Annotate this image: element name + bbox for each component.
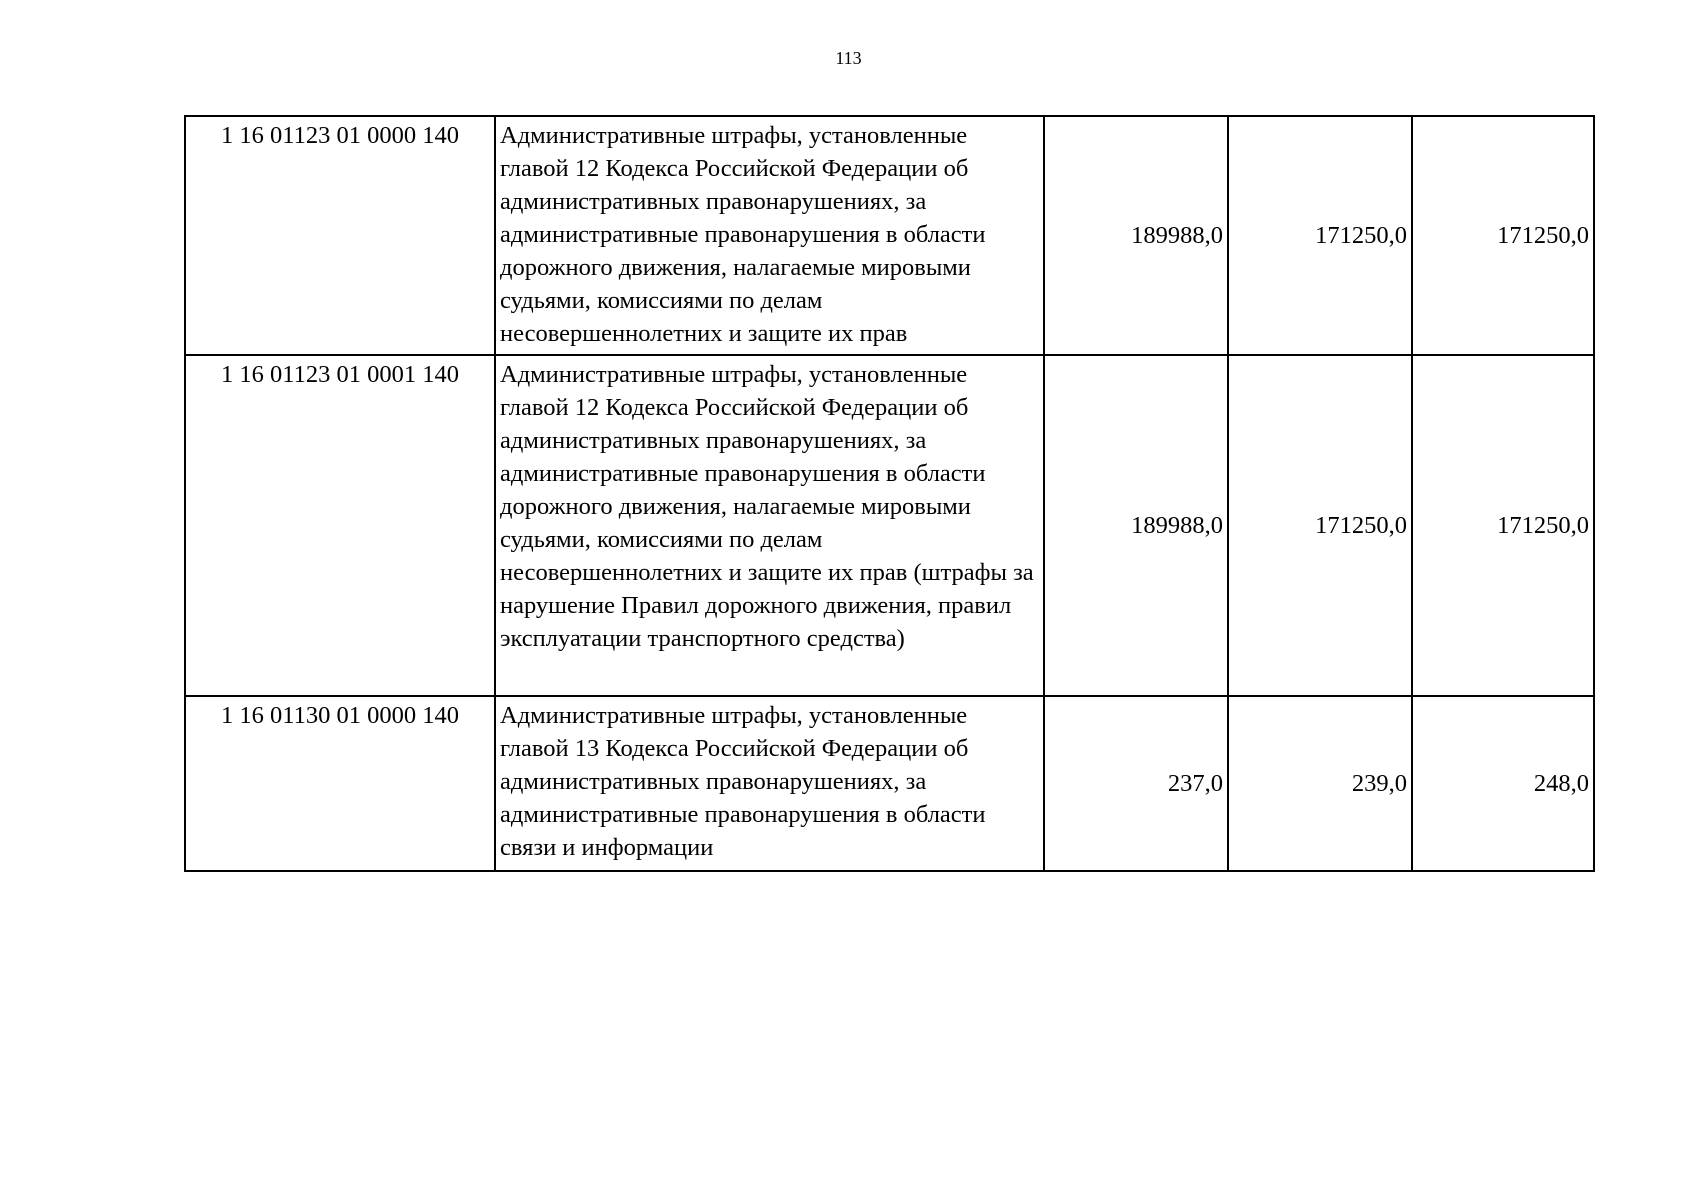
table-row bbox=[185, 696, 1594, 871]
table-row bbox=[185, 116, 1594, 355]
value-cell-2: 171250,0 bbox=[1228, 355, 1412, 696]
description-cell: Административные штрафы, установленные главой 12 Кодекса Российской Федерации об административных правонарушениях, за административные правонарушения в области дорожного движения, налагаемые мировыми судьями, комиссиями по делам несовершеннолетних и защите их прав (штрафы за нарушение Правил дорожного движения, правил эксплуатации транспортного средства) bbox=[495, 355, 1044, 696]
description-cell: Административные штрафы, установленные главой 13 Кодекса Российской Федерации об административных правонарушениях, за административные правонарушения в области связи и информации bbox=[495, 696, 1044, 871]
value-cell-1: 189988,0 bbox=[1044, 116, 1228, 355]
value-cell-1: 189988,0 bbox=[1044, 355, 1228, 696]
value-cell-1: 237,0 bbox=[1044, 696, 1228, 871]
revenue-table bbox=[184, 115, 1595, 872]
description-cell: Административные штрафы, установленные главой 12 Кодекса Российской Федерации об административных правонарушениях, за административные правонарушения в области дорожного движения, налагаемые мировыми судьями, комиссиями по делам несовершеннолетних и защите их прав bbox=[495, 116, 1044, 355]
budget-code-cell: 1 16 01123 01 0001 140 bbox=[185, 355, 495, 696]
value-cell-3: 171250,0 bbox=[1412, 116, 1594, 355]
budget-code-cell: 1 16 01123 01 0000 140 bbox=[185, 116, 495, 355]
value-cell-2: 171250,0 bbox=[1228, 116, 1412, 355]
value-cell-3: 171250,0 bbox=[1412, 355, 1594, 696]
table-row bbox=[185, 355, 1594, 696]
page-number: 113 bbox=[835, 48, 862, 68]
budget-code-cell: 1 16 01130 01 0000 140 bbox=[185, 696, 495, 871]
value-cell-3: 248,0 bbox=[1412, 696, 1594, 871]
value-cell-2: 239,0 bbox=[1228, 696, 1412, 871]
